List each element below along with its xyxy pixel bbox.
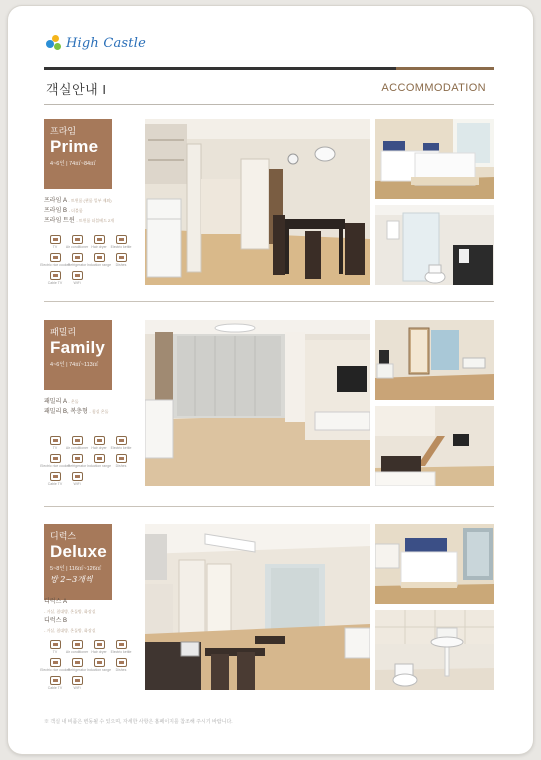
wifi-icon: WiFi xyxy=(66,472,88,486)
room-type-note: - 거실, 침대방, 온돌방, 화장실 xyxy=(44,609,96,614)
room-name-en: Family xyxy=(50,338,106,357)
header-rule-accent xyxy=(396,67,494,70)
room-types xyxy=(44,196,136,226)
room-size: 4~6인 | 74㎡~84㎡ xyxy=(50,161,96,167)
section-divider xyxy=(44,506,494,507)
induction-icon: Induction range xyxy=(88,253,110,267)
section-divider xyxy=(44,301,494,302)
room-size: 5~8인 | 116㎡~126㎡ xyxy=(50,566,102,572)
brochure-page xyxy=(8,6,533,754)
cable-tv-icon: Cable TV xyxy=(44,472,66,486)
room-type: 디럭스 B xyxy=(44,618,68,624)
brand-logo xyxy=(44,34,146,52)
air-conditioner-icon: Air conditioner xyxy=(66,436,88,450)
room-type: 패밀리 A - 온돌 xyxy=(44,399,79,405)
room-name-ko: 패밀리 xyxy=(50,327,77,337)
deluxe-kitchen-photo xyxy=(145,524,370,690)
room-name-ko: 프라임 xyxy=(50,126,77,136)
induction-icon: Induction range xyxy=(88,658,110,672)
tv-icon: TV xyxy=(44,640,66,654)
room-types xyxy=(44,598,136,636)
logo-mark-icon xyxy=(44,34,62,52)
page-subtitle: ACCOMMODATION xyxy=(381,82,486,94)
kettle-icon: Electric kettle xyxy=(110,235,132,249)
room-types xyxy=(44,397,136,417)
room-type: 프라임 B - 더블룸 xyxy=(44,208,83,214)
hair-dryer-icon: Hair dryer xyxy=(88,436,110,450)
room-type: 프라임 트윈 - 트윈룸 더블베드 2개 xyxy=(44,218,115,224)
prime-bathroom-photo xyxy=(375,205,494,285)
prime-bedroom-photo xyxy=(375,119,494,199)
tv-icon: TV xyxy=(44,235,66,249)
room-type: 프라임 A - 트윈룸 (퀸룸 일부 제외) xyxy=(44,198,112,204)
hair-dryer-icon: Hair dryer xyxy=(88,640,110,654)
rice-cooker-icon: Electric rice cooker xyxy=(44,658,66,672)
room-name-en: Deluxe xyxy=(50,542,107,561)
amenity-icons xyxy=(40,436,136,486)
induction-icon: Induction range xyxy=(88,454,110,468)
room-name-ko: 디럭스 xyxy=(50,531,77,541)
refrigerator-icon: Refrigerator xyxy=(66,253,88,267)
deluxe-bathroom-photo xyxy=(375,610,494,690)
page-title: 객실안내 I xyxy=(46,82,107,97)
rice-cooker-icon: Electric rice cooker xyxy=(44,454,66,468)
dishes-icon: Dishes xyxy=(110,454,132,468)
family-hallway-photo xyxy=(375,320,494,400)
room-type-note: - 거실, 침대방, 온돌방, 화장실 xyxy=(44,628,96,633)
room-type: 디럭스 A xyxy=(44,599,68,605)
dishes-icon: Dishes xyxy=(110,658,132,672)
refrigerator-icon: Refrigerator xyxy=(66,454,88,468)
header-sub-rule xyxy=(44,104,494,105)
kettle-icon: Electric kettle xyxy=(110,436,132,450)
wifi-icon: WiFi xyxy=(66,271,88,285)
room-section-family xyxy=(40,320,494,486)
room-badge xyxy=(44,119,112,189)
room-type: 패밀리 B, 복층형 - 침실 온돌 xyxy=(44,409,109,415)
family-living-photo xyxy=(145,320,370,486)
logo-text: High Castle xyxy=(66,35,146,51)
footnote: ※ 객실 내 비품은 변동될 수 있으며, 자세한 사항은 홈페이지를 참조해 주시기 바랍니다. xyxy=(44,719,233,725)
cable-tv-icon: Cable TV xyxy=(44,271,66,285)
cable-tv-icon: Cable TV xyxy=(44,676,66,690)
air-conditioner-icon: Air conditioner xyxy=(66,640,88,654)
air-conditioner-icon: Air conditioner xyxy=(66,235,88,249)
room-section-prime xyxy=(40,119,494,285)
room-badge xyxy=(44,524,112,600)
tv-icon: TV xyxy=(44,436,66,450)
amenity-icons xyxy=(40,235,136,285)
room-section-deluxe xyxy=(40,524,494,690)
deluxe-bedroom-photo xyxy=(375,524,494,604)
refrigerator-icon: Refrigerator xyxy=(66,658,88,672)
rice-cooker-icon: Electric rice cooker xyxy=(44,253,66,267)
room-size: 4~6인 | 74㎡~113㎡ xyxy=(50,362,99,368)
prime-kitchen-photo xyxy=(145,119,370,285)
kettle-icon: Electric kettle xyxy=(110,640,132,654)
room-badge xyxy=(44,320,112,390)
amenity-icons xyxy=(40,640,136,690)
dishes-icon: Dishes xyxy=(110,253,132,267)
family-loft-photo xyxy=(375,406,494,486)
handwritten-note: 방 2~3개씩 xyxy=(50,575,93,584)
wifi-icon: WiFi xyxy=(66,676,88,690)
hair-dryer-icon: Hair dryer xyxy=(88,235,110,249)
room-name-en: Prime xyxy=(50,137,99,156)
